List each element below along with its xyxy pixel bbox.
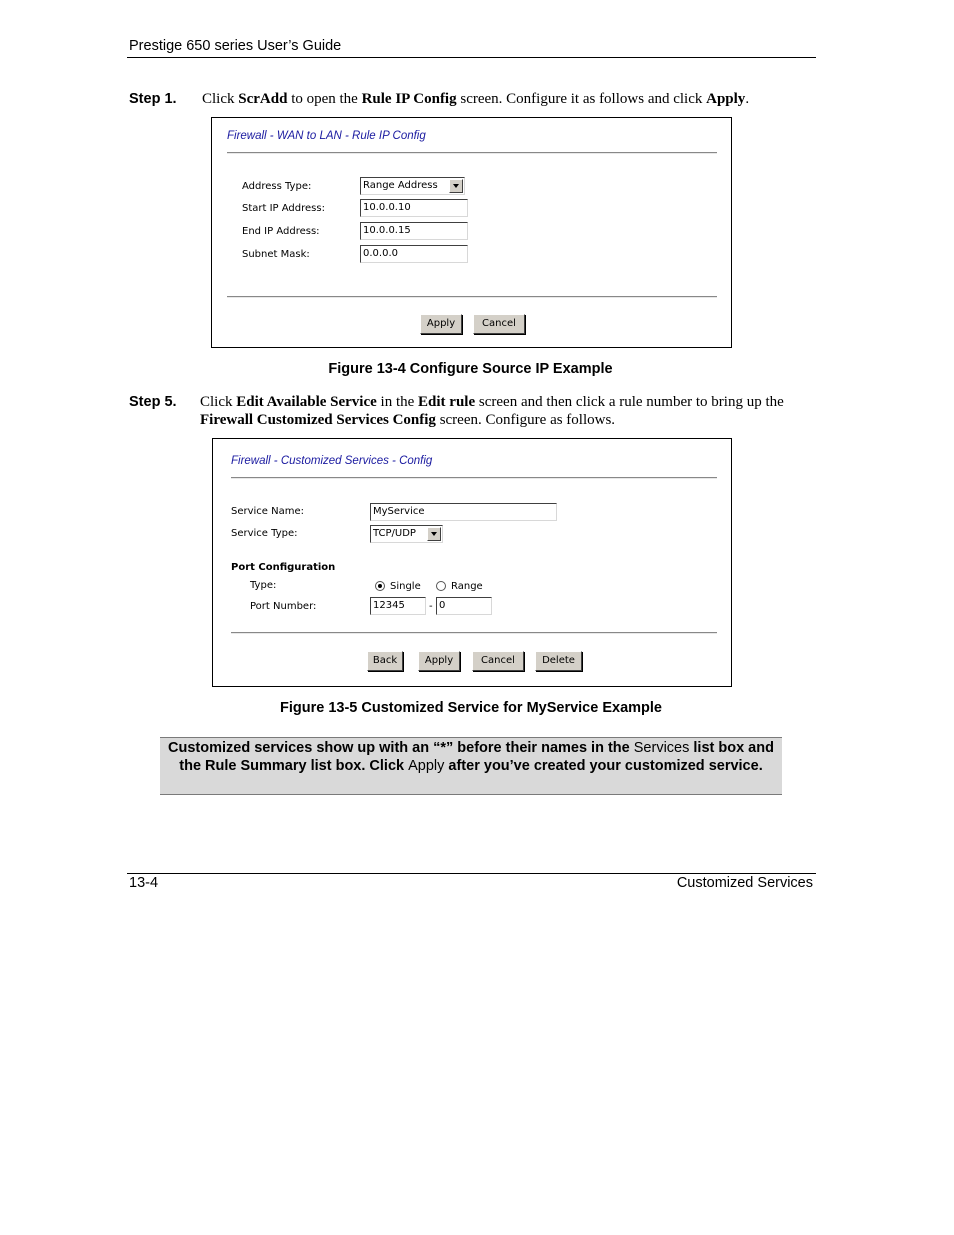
note-box: Customized services show up with an “*” before their names in the Services list box and the Rule Summary list box. Click Apply after you’ve created your customized service. (160, 737, 782, 795)
rule-ip-config-title: Firewall - WAN to LAN - Rule IP Config (227, 130, 426, 142)
step-5-text: Click Edit Available Service in the Edit rule screen and then click a rule number to bring up the Firewall Customized Services Config screen. Configure as follows. (200, 394, 784, 428)
figure-customized-services-config (212, 438, 732, 687)
cancel-button[interactable]: Cancel (473, 314, 525, 334)
service-type-label: Service Type: (231, 528, 298, 539)
service-name-label: Service Name: (231, 506, 305, 517)
subnet-mask-label: Subnet Mask: (242, 249, 310, 260)
form-divider (231, 632, 717, 634)
start-ip-input[interactable]: 10.0.0.10 (360, 199, 468, 217)
port-configuration-heading: Port Configuration (231, 562, 336, 573)
title-divider (231, 477, 717, 479)
port-separator: - (429, 601, 433, 612)
address-type-label: Address Type: (242, 181, 312, 192)
delete-button[interactable]: Delete (535, 651, 582, 671)
footer-divider (127, 873, 816, 874)
step-1-text: Click ScrAdd to open the Rule IP Config screen. Configure it as follows and click Apply. (202, 91, 750, 107)
step-1-label: Step 1. (129, 91, 177, 107)
type-label: Type: (250, 580, 277, 591)
form-divider (227, 296, 717, 298)
step-5-label: Step 5. (129, 394, 177, 410)
apply-button[interactable]: Apply (420, 314, 462, 334)
range-radio-label: Range (451, 581, 483, 592)
port-start-input[interactable]: 12345 (370, 597, 426, 615)
chevron-down-icon[interactable] (427, 527, 441, 541)
footer-section-title: Customized Services (676, 875, 813, 891)
service-type-value: TCP/UDP (373, 528, 416, 539)
chevron-down-icon[interactable] (449, 179, 463, 193)
service-name-input[interactable]: MyService (370, 503, 557, 521)
address-type-select[interactable] (360, 177, 465, 195)
page-header-title: Prestige 650 series User’s Guide (129, 38, 342, 54)
port-number-label: Port Number: (250, 601, 317, 612)
subnet-mask-input[interactable]: 0.0.0.0 (360, 245, 468, 263)
start-ip-label: Start IP Address: (242, 203, 325, 214)
service-type-select[interactable] (370, 525, 443, 543)
figure-1-caption: Figure 13-4 Configure Source IP Example (328, 361, 613, 377)
single-radio-label: Single (390, 581, 421, 592)
header-divider (127, 57, 816, 58)
figure-rule-ip-config (211, 117, 732, 348)
apply-button[interactable]: Apply (418, 651, 460, 671)
page-number: 13-4 (129, 875, 159, 891)
range-radio[interactable] (436, 581, 446, 591)
title-divider (227, 152, 717, 154)
port-end-input[interactable]: 0 (436, 597, 492, 615)
back-button[interactable]: Back (367, 651, 403, 671)
end-ip-input[interactable]: 10.0.0.15 (360, 222, 468, 240)
end-ip-label: End IP Address: (242, 226, 320, 237)
single-radio[interactable] (375, 581, 385, 591)
customized-services-title: Firewall - Customized Services - Config (231, 455, 433, 467)
address-type-value: Range Address (363, 180, 438, 191)
figure-2-caption: Figure 13-5 Customized Service for MyService Example (280, 700, 662, 716)
cancel-button[interactable]: Cancel (472, 651, 524, 671)
